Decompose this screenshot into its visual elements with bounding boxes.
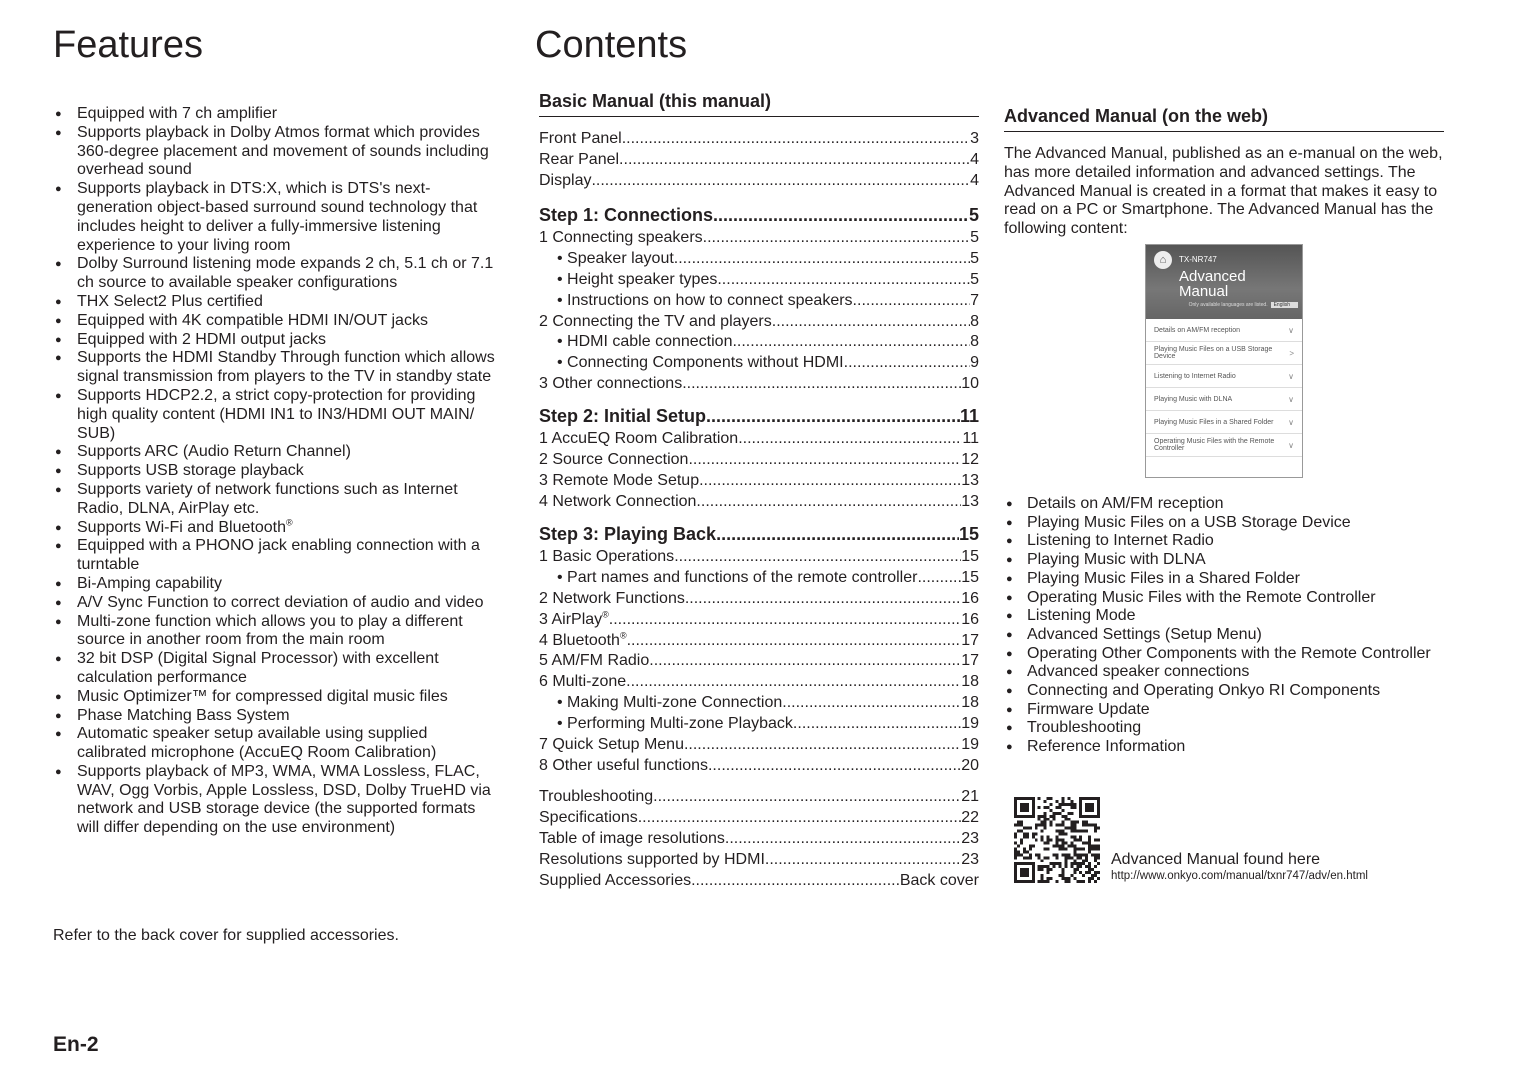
feature-item: ● Phase Matching Bass System xyxy=(55,707,500,726)
feature-item: ● Equipped with 4K compatible HDMI IN/OUT jacks xyxy=(55,312,500,331)
toc-page-number: 7 xyxy=(970,291,979,309)
toc-entry[interactable] xyxy=(539,872,979,893)
feature-item: ● Supports ARC (Audio Return Channel) xyxy=(55,443,500,462)
toc-group-general xyxy=(539,130,979,193)
toc-leader-dots xyxy=(627,632,962,650)
feature-item: ● Dolby Surround listening mode expands 2 ch, 5.1 ch or 7.1 ch source to available speaker configurations xyxy=(55,255,500,293)
toc-leader-dots xyxy=(717,271,970,289)
toc-entry[interactable] xyxy=(539,313,979,334)
toc-page-number: 8 xyxy=(970,333,979,351)
toc-entry[interactable] xyxy=(539,151,979,172)
advanced-manual-contents-list xyxy=(1006,495,1436,757)
toc-leader-dots xyxy=(688,451,961,469)
toc-leader-dots xyxy=(674,250,970,268)
toc-page-number: 8 xyxy=(970,312,979,330)
page-number: En-2 xyxy=(53,1033,99,1056)
toc-leader-dots xyxy=(772,313,970,331)
feature-item: ● Supports playback of MP3, WMA, WMA Lossless, FLAC, WAV, Ogg Vorbis, Apple Lossless, DSD, Dolby TrueHD via network and USB storage device (the supported formats will differ depending on the use environment) xyxy=(55,763,500,838)
toc-entry-label: • HDMI cable connection xyxy=(557,333,733,351)
chevron-right-icon: > xyxy=(1289,348,1294,358)
toc-group-appendix xyxy=(539,788,979,892)
screenshot-title xyxy=(1179,269,1246,299)
chevron-down-icon: ∨ xyxy=(1288,325,1294,335)
advanced-manual-description: The Advanced Manual, published as an e-manual on the web, has more detailed information and advanced settings. The Advanced Manual is created in a format that makes it easy to read on a PC or Smartphone. The Advanced Manual has the following content: xyxy=(1004,145,1443,238)
toc-entry[interactable] xyxy=(539,430,979,451)
toc-page-number: 23 xyxy=(961,850,979,868)
feature-item: ● 32 bit DSP (Digital Signal Processor) with excellent calculation performance xyxy=(55,650,500,688)
screenshot-menu-item xyxy=(1146,365,1302,388)
toc-leader-dots xyxy=(738,430,962,448)
toc-entry[interactable] xyxy=(539,611,979,632)
toc-leader-dots xyxy=(626,673,961,691)
screenshot-model: TX-NR747 xyxy=(1179,255,1217,264)
toc-entry-label: Step 1: Connections xyxy=(539,205,714,225)
advanced-content-item: ● Listening Mode xyxy=(1006,607,1436,626)
toc-entry-label: Rear Panel xyxy=(539,150,620,168)
toc-leader-dots xyxy=(649,652,961,670)
toc-entry-label: Step 2: Initial Setup xyxy=(539,406,707,426)
toc-leader-dots xyxy=(638,809,961,827)
qr-url: http://www.onkyo.com/manual/txnr747/adv/en.html xyxy=(1111,870,1368,882)
toc-entry[interactable] xyxy=(539,130,979,151)
toc-entry[interactable] xyxy=(539,451,979,472)
toc-page-number: Back cover xyxy=(899,871,979,889)
toc-entry-label: 3 AirPlay® xyxy=(539,609,609,628)
qr-code xyxy=(1014,797,1100,883)
toc-entry[interactable] xyxy=(539,548,979,569)
feature-item: ● Supports variety of network functions such as Internet Radio, DLNA, AirPlay etc. xyxy=(55,481,500,519)
toc-entry-label: Resolutions supported by HDMI xyxy=(539,850,765,868)
toc-group-step1 xyxy=(539,205,979,396)
toc-entry[interactable] xyxy=(539,788,979,809)
toc-entry-label: • Height speaker types xyxy=(557,270,718,288)
toc-entry[interactable] xyxy=(539,590,979,611)
language-note: Only available languages are listed. xyxy=(1188,302,1268,308)
screenshot-header xyxy=(1146,245,1302,319)
screenshot-menu xyxy=(1146,319,1302,457)
screenshot-menu-label: Playing Music Files on a USB Storage Device xyxy=(1154,346,1273,360)
toc-entry-label: Table of image resolutions xyxy=(539,829,725,847)
toc-page-number: 4 xyxy=(970,171,979,189)
toc-leader-dots xyxy=(696,493,961,511)
screenshot-title-line1: Advanced xyxy=(1179,268,1246,285)
toc-entry-label: 1 Basic Operations xyxy=(539,548,675,565)
toc-page-number: 21 xyxy=(961,788,979,805)
screenshot-menu-item xyxy=(1146,434,1302,457)
toc-page-number: 15 xyxy=(961,548,979,565)
feature-item: ● Supports playback in DTS:X, which is DTS's next-generation object-based surround sound technology that includes height to deliver a fully-immersive listening experience to your living room xyxy=(55,180,500,255)
home-icon: ⌂ xyxy=(1154,251,1172,269)
toc-leader-dots xyxy=(793,715,961,733)
screenshot-menu-label: Playing Music with DLNA xyxy=(1154,395,1233,403)
toc-page-number: 5 xyxy=(970,229,979,246)
feature-item: ● Equipped with a PHONO jack enabling connection with a turntable xyxy=(55,537,500,575)
toc-leader-dots xyxy=(713,205,969,226)
toc-step-heading[interactable] xyxy=(539,524,979,548)
screenshot-menu-item xyxy=(1146,319,1302,342)
toc-leader-dots xyxy=(716,524,959,545)
toc-page-number: 15 xyxy=(961,568,979,586)
toc-page-number: 9 xyxy=(970,354,979,372)
advanced-content-item: ● Operating Music Files with the Remote Controller xyxy=(1006,589,1436,608)
advanced-content-item: ● Advanced speaker connections xyxy=(1006,663,1436,682)
toc-group-step2 xyxy=(539,406,979,514)
toc-step-heading[interactable] xyxy=(539,406,979,430)
screenshot-menu-item xyxy=(1146,342,1302,365)
toc-leader-dots xyxy=(682,375,961,393)
toc-page-number: 20 xyxy=(961,756,979,774)
toc-entry-label: 2 Source Connection xyxy=(539,450,689,468)
feature-item: ● Equipped with 7 ch amplifier xyxy=(55,105,500,124)
toc-entry-label: 1 AccuEQ Room Calibration xyxy=(539,430,739,447)
toc-leader-dots xyxy=(732,333,970,351)
toc-leader-dots xyxy=(917,569,961,587)
toc-entry[interactable] xyxy=(539,172,979,193)
toc-page-number: 11 xyxy=(962,430,979,447)
toc-leader-dots xyxy=(622,130,970,148)
toc-page-number: 12 xyxy=(961,450,979,468)
feature-item: ● Multi-zone function which allows you to play a different source in another room from the main room xyxy=(55,613,500,651)
toc-page-number: 16 xyxy=(961,589,979,607)
chevron-down-icon: ∨ xyxy=(1288,371,1294,381)
toc-entry-label: 4 Network Connection xyxy=(539,492,697,510)
toc-leader-dots xyxy=(619,151,970,169)
toc-leader-dots xyxy=(685,590,961,608)
toc-entry-label: 6 Multi-zone xyxy=(539,673,627,691)
feature-item: ● THX Select2 Plus certified xyxy=(55,293,500,312)
toc-leader-dots xyxy=(674,548,961,566)
toc-page-number: 10 xyxy=(961,375,979,393)
toc-page-number: 15 xyxy=(958,524,979,544)
toc-entry[interactable] xyxy=(539,493,979,514)
advanced-content-item: ● Reference Information xyxy=(1006,738,1436,757)
toc-entry[interactable] xyxy=(539,333,979,354)
toc-page-number: 11 xyxy=(959,406,979,426)
toc-group-step3 xyxy=(539,524,979,778)
chevron-down-icon: ∨ xyxy=(1288,394,1294,404)
toc-entry-label: 2 Connecting the TV and players xyxy=(539,312,772,330)
toc-page-number: 19 xyxy=(961,736,979,754)
toc-leader-dots xyxy=(653,788,961,806)
advanced-content-item: ● Firmware Update xyxy=(1006,701,1436,720)
toc-page-number: 22 xyxy=(961,808,979,826)
chevron-down-icon: ∨ xyxy=(1288,440,1294,450)
screenshot-menu-item xyxy=(1146,411,1302,434)
toc-entry[interactable] xyxy=(539,229,979,250)
toc-leader-dots xyxy=(703,229,970,247)
toc-entry-label: • Speaker layout xyxy=(557,249,674,267)
toc-entry[interactable] xyxy=(539,715,979,736)
toc-leader-dots xyxy=(684,736,961,754)
toc-page-number: 5 xyxy=(970,249,979,267)
toc-entry-label: 5 AM/FM Radio xyxy=(539,652,650,670)
advanced-content-item: ● Playing Music Files on a USB Storage Device xyxy=(1006,514,1436,533)
toc-entry-label: Troubleshooting xyxy=(539,788,654,805)
toc-page-number: 18 xyxy=(961,694,979,712)
feature-item: ● Supports the HDMI Standby Through function which allows signal transmission from players to the TV in standby state xyxy=(55,349,500,387)
toc-entry-label: Front Panel xyxy=(539,130,622,147)
advanced-manual-screenshot xyxy=(1145,244,1303,478)
toc-entry-label: • Making Multi-zone Connection xyxy=(557,694,783,712)
toc-leader-dots xyxy=(725,830,961,848)
features-title: Features xyxy=(53,24,203,66)
toc-leader-dots xyxy=(699,472,961,490)
toc-entry[interactable] xyxy=(539,250,979,271)
toc-leader-dots xyxy=(782,694,961,712)
feature-item: ● Automatic speaker setup available using supplied calibrated microphone (AccuEQ Room Calibration) xyxy=(55,725,500,763)
toc-page-number: 13 xyxy=(961,492,979,510)
advanced-content-item: ● Listening to Internet Radio xyxy=(1006,532,1436,551)
toc-leader-dots xyxy=(844,354,970,372)
toc-entry-label: 4 Bluetooth® xyxy=(539,630,627,649)
toc-entry-label: 8 Other useful functions xyxy=(539,756,708,774)
screenshot-menu-label: Listening to Internet Radio xyxy=(1154,372,1236,380)
toc-page-number: 17 xyxy=(961,631,979,649)
toc-entry[interactable] xyxy=(539,809,979,830)
toc-leader-dots xyxy=(765,851,961,869)
toc-leader-dots xyxy=(708,757,961,775)
feature-item: ● Bi-Amping capability xyxy=(55,575,500,594)
screenshot-menu-label: Details on AM/FM reception xyxy=(1154,326,1240,334)
advanced-content-item: ● Details on AM/FM reception xyxy=(1006,495,1436,514)
screenshot-menu-label: Playing Music Files in a Shared Folder xyxy=(1154,418,1274,426)
toc-entry[interactable] xyxy=(539,736,979,757)
advanced-content-item: ● Playing Music Files in a Shared Folder xyxy=(1006,570,1436,589)
toc-page-number: 19 xyxy=(961,715,979,733)
toc-leader-dots xyxy=(853,292,971,310)
feature-item: ● Supports playback in Dolby Atmos format which provides 360-degree placement and movement of sounds including overhead sound xyxy=(55,124,500,180)
toc-entry-label: 3 Other connections xyxy=(539,375,683,393)
advanced-content-item: ● Advanced Settings (Setup Menu) xyxy=(1006,626,1436,645)
toc-entry[interactable] xyxy=(539,354,979,375)
toc-entry-label: 7 Quick Setup Menu xyxy=(539,736,684,754)
toc-entry-label: 3 Remote Mode Setup xyxy=(539,471,700,489)
toc-entry[interactable] xyxy=(539,271,979,292)
toc-page-number: 13 xyxy=(961,471,979,489)
toc-entry-label: Display xyxy=(539,171,592,189)
toc-leader-dots xyxy=(609,611,961,629)
advanced-content-item: ● Playing Music with DLNA xyxy=(1006,551,1436,570)
language-selector xyxy=(1189,302,1298,308)
toc-entry[interactable] xyxy=(539,292,979,313)
toc-entry-label: Specifications xyxy=(539,808,638,826)
toc-leader-dots xyxy=(691,872,900,890)
toc-entry[interactable] xyxy=(539,851,979,872)
language-select: English xyxy=(1271,302,1298,308)
screenshot-menu-item xyxy=(1146,388,1302,411)
toc-entry-label: Supplied Accessories xyxy=(539,871,692,889)
feature-item: ● Supports HDCP2.2, a strict copy-protection for providing high quality content (HDMI IN1 to IN3/HDMI OUT MAIN/ SUB) xyxy=(55,387,500,443)
feature-item: ● Supports USB storage playback xyxy=(55,462,500,481)
advanced-content-item: ● Operating Other Components with the Remote Controller xyxy=(1006,645,1436,664)
toc-page-number: 17 xyxy=(961,652,979,670)
toc-leader-dots xyxy=(706,406,960,427)
toc-entry[interactable] xyxy=(539,652,979,673)
toc-entry-label: • Part names and functions of the remote controller xyxy=(557,568,918,586)
toc-page-number: 23 xyxy=(961,829,979,847)
feature-item: ● A/V Sync Function to correct deviation of audio and video xyxy=(55,594,500,613)
toc-entry-label: 2 Network Functions xyxy=(539,589,685,607)
toc-page-number: 3 xyxy=(970,130,979,147)
toc-page-number: 4 xyxy=(970,150,979,168)
toc-entry-label: 1 Connecting speakers xyxy=(539,229,703,246)
toc-entry[interactable] xyxy=(539,632,979,653)
features-list xyxy=(55,105,500,838)
chevron-down-icon: ∨ xyxy=(1288,417,1294,427)
toc-entry-label: • Instructions on how to connect speakers xyxy=(557,291,853,309)
toc-entry[interactable] xyxy=(539,472,979,493)
toc-page-number: 5 xyxy=(968,205,979,225)
advanced-content-item: ● Connecting and Operating Onkyo RI Components xyxy=(1006,682,1436,701)
toc-page-number: 5 xyxy=(970,270,979,288)
screenshot-title-line2: Manual xyxy=(1179,283,1229,300)
feature-item: ● Supports Wi-Fi and Bluetooth® xyxy=(55,519,500,538)
contents-title: Contents xyxy=(535,24,688,66)
feature-item: ● Equipped with 2 HDMI output jacks xyxy=(55,331,500,350)
toc-entry[interactable] xyxy=(539,673,979,694)
toc-entry[interactable] xyxy=(539,694,979,715)
toc-entry[interactable] xyxy=(539,830,979,851)
toc-entry-label: • Connecting Components without HDMI xyxy=(557,354,844,372)
toc-page-number: 16 xyxy=(961,610,979,628)
basic-manual-heading: Basic Manual (this manual) xyxy=(539,91,979,117)
toc-entry-label: Step 3: Playing Back xyxy=(539,524,717,544)
toc-entry[interactable] xyxy=(539,375,979,396)
toc-leader-dots xyxy=(591,172,970,190)
toc-step-heading[interactable] xyxy=(539,205,979,229)
toc-entry-label: • Performing Multi-zone Playback xyxy=(557,715,793,733)
toc-entry[interactable] xyxy=(539,569,979,590)
screenshot-menu-label: Operating Music Files with the Remote Controller xyxy=(1154,438,1275,452)
advanced-manual-heading: Advanced Manual (on the web) xyxy=(1004,106,1444,132)
advanced-content-item: ● Troubleshooting xyxy=(1006,719,1436,738)
qr-caption: Advanced Manual found here xyxy=(1111,851,1321,868)
feature-item: ● Music Optimizer™ for compressed digital music files xyxy=(55,688,500,707)
toc-page-number: 18 xyxy=(961,673,979,691)
accessories-note: Refer to the back cover for supplied accessories. xyxy=(53,927,399,944)
toc-entry[interactable] xyxy=(539,757,979,778)
